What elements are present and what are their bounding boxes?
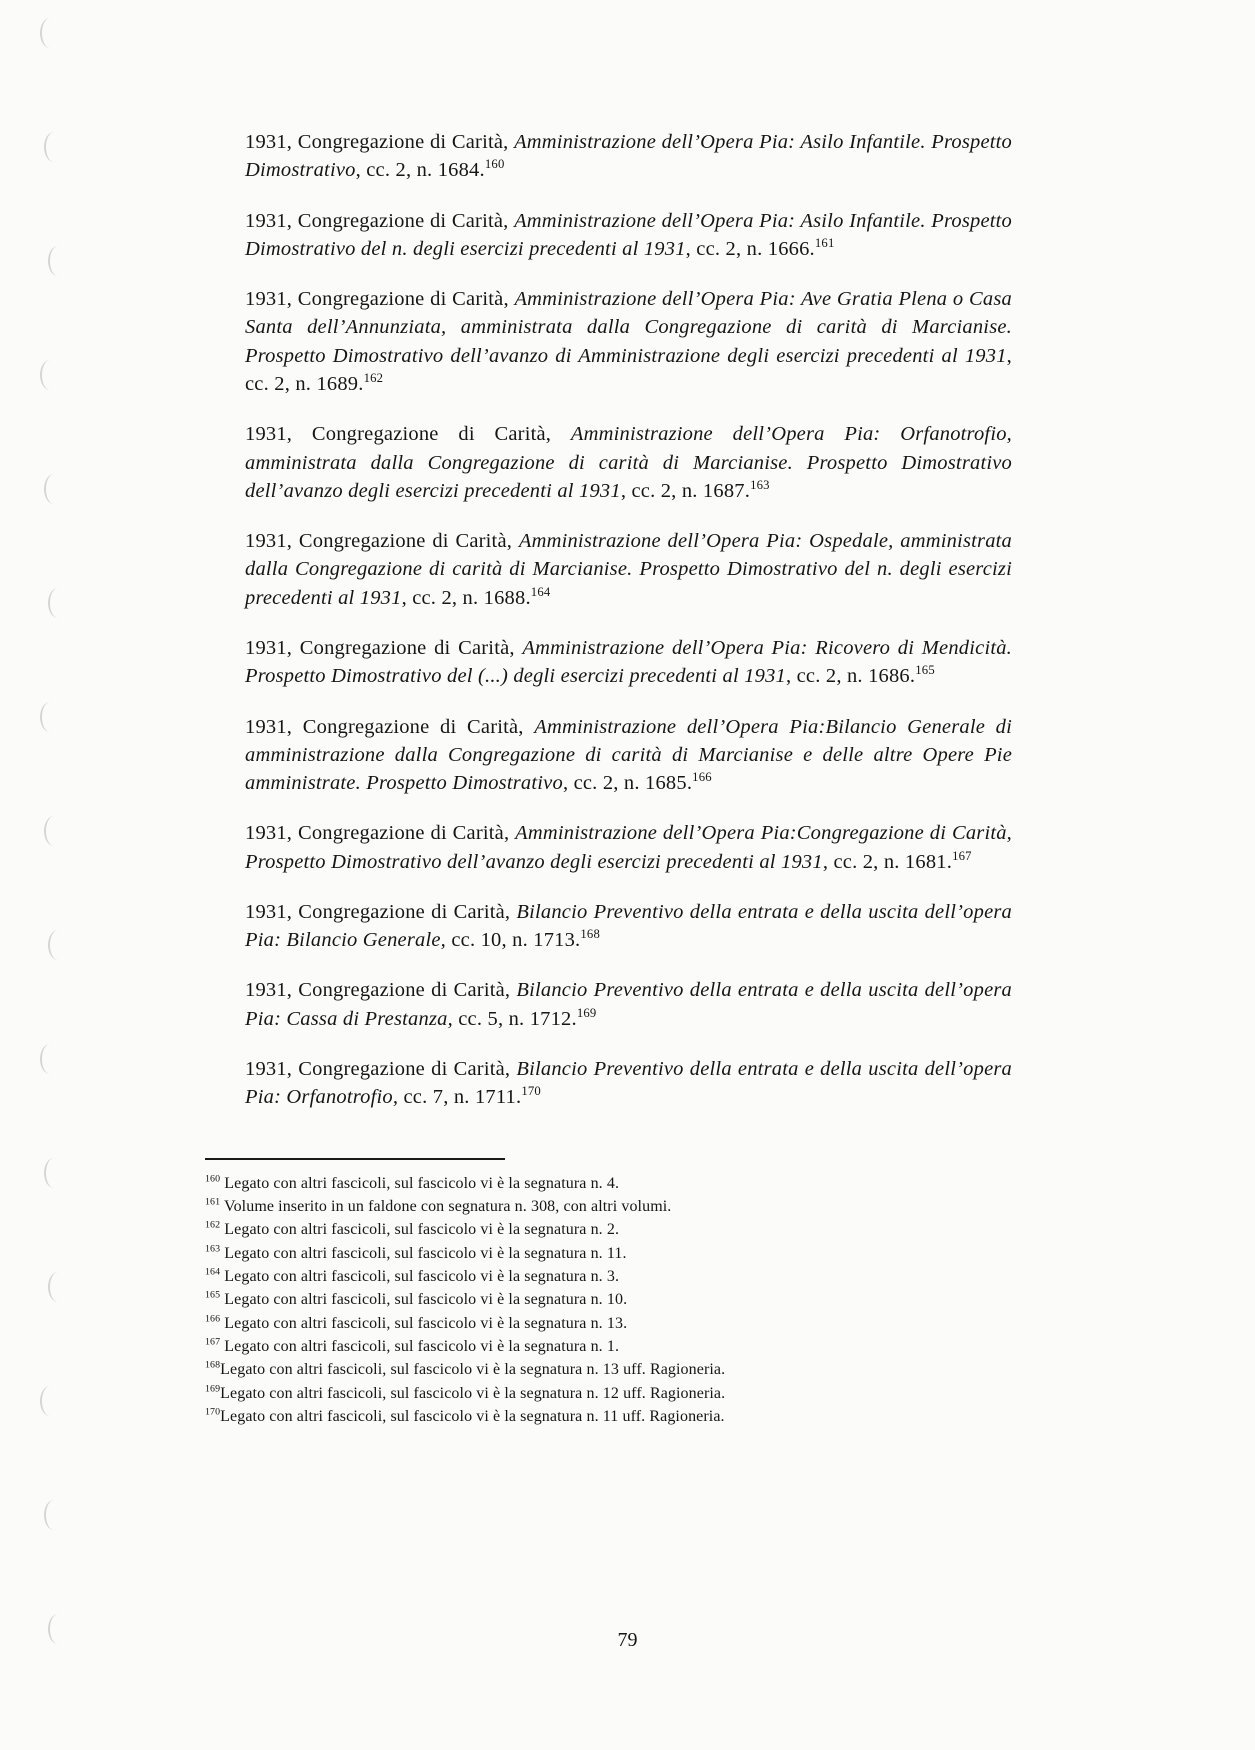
footnote-text: Legato con altri fascicoli, sul fascicolo vi è la segnatura n. 11 uff. Ragioneria.	[220, 1408, 725, 1426]
entry-title: Amministrazione dell’Opera Pia: Ricovero di Mendicità. Prospetto Dimostrativo del (...) degli esercizi precedenti al 1931	[245, 636, 1013, 688]
footnote-reference: 169	[576, 1005, 597, 1020]
entries	[245, 128, 1012, 1112]
footnote	[205, 1195, 1012, 1218]
entry-title: Amministrazione dell’Opera Pia: Asilo Infantile. Prospetto Dimostrativo	[245, 131, 1013, 182]
entry-title: Amministrazione dell’Opera Pia:Bilancio Generale di amministrazione dalla Congregazione di carità di Marcianise e delle altre Opere Pie amministrate. Prospetto Dimostrativo	[245, 715, 1012, 795]
footnote-reference: 161	[814, 236, 835, 251]
entry-suffix: cc. 5, n. 1712.	[452, 1007, 577, 1030]
footnote-number: 161	[205, 1196, 221, 1208]
footnote-number: 166	[205, 1313, 221, 1325]
entry-suffix: , cc. 2, n. 1685.	[562, 772, 693, 795]
footnote-number: 160	[205, 1173, 221, 1185]
footnote-divider	[205, 1158, 505, 1160]
footnote-reference: 163	[750, 477, 770, 492]
footnote	[205, 1335, 1012, 1358]
entry-title: Amministrazione dell’Opera Pia: Orfanotrofio, amministrata dalla Congregazione di carità di Marcianise. Prospetto Dimostrativo dell’avanzo degli esercizi precedenti al 1931	[245, 423, 1012, 502]
catalogue-entry	[245, 285, 1012, 398]
catalogue-entry	[245, 420, 1012, 505]
entry-suffix: , cc. 2, n. 1681.	[822, 850, 953, 873]
entry-suffix: cc. 10, n. 1713.	[446, 929, 581, 952]
entry-suffix: , cc. 2, n. 1686.	[785, 665, 916, 688]
catalogue-entry	[245, 713, 1012, 798]
footnote-text: Legato con altri fascicoli, sul fascicolo vi è la segnatura n. 13.	[220, 1314, 628, 1332]
footnote	[205, 1312, 1012, 1335]
entry-suffix: , cc. 2, n. 1689.	[245, 344, 1012, 395]
entry-prefix: 1931, Congregazione di Carità,	[245, 822, 516, 845]
entry-suffix: , cc. 2, n. 1687.	[620, 479, 751, 502]
catalogue-entry	[245, 128, 1012, 185]
catalogue-entry	[245, 976, 1012, 1033]
footnote-reference: 166	[692, 770, 712, 785]
footnote	[205, 1242, 1012, 1265]
footnote	[205, 1218, 1012, 1241]
catalogue-entry	[245, 819, 1012, 876]
footnote-reference: 160	[484, 157, 505, 172]
catalogue-entry	[245, 898, 1012, 955]
footnote-number: 170	[205, 1406, 221, 1418]
footnotes-section	[205, 1158, 1012, 1429]
footnote-text: Legato con altri fascicoli, sul fascicolo vi è la segnatura n. 11.	[220, 1244, 627, 1262]
footnote-text: Volume inserito in un faldone con segnatura n. 308, con altri volumi.	[220, 1197, 672, 1215]
entry-prefix: 1931, Congregazione di Carità,	[245, 636, 523, 659]
footnote-text: Legato con altri fascicoli, sul fascicolo vi è la segnatura n. 1.	[220, 1338, 620, 1356]
footnote-number: 163	[205, 1243, 221, 1255]
footnote-text: Legato con altri fascicoli, sul fascicolo vi è la segnatura n. 4.	[220, 1174, 620, 1192]
footnote	[205, 1265, 1012, 1288]
footnote	[205, 1172, 1012, 1195]
entry-prefix: 1931, Congregazione di Carità,	[245, 131, 515, 153]
catalogue-entry	[245, 527, 1012, 612]
entry-title: Bilancio Preventivo della entrata e della uscita dell’opera Pia: Bilancio Generale,	[245, 900, 1012, 952]
entry-prefix: 1931, Congregazione di Carità,	[245, 1058, 517, 1081]
footnote	[205, 1358, 1012, 1381]
footnote-list	[205, 1172, 1012, 1429]
entry-suffix: cc. 7, n. 1711.	[398, 1086, 522, 1109]
entry-title: Amministrazione dell’Opera Pia: Ave Gratia Plena o Casa Santa dell’Annunziata, amministrata dalla Congregazione di carità di Marcianise. Prospetto Dimostrativo dell’avanzo di Amministrazione degli esercizi precedenti al 1931	[245, 288, 1012, 367]
entry-prefix: 1931, Congregazione di Carità,	[245, 979, 517, 1002]
catalogue-entry	[245, 634, 1012, 691]
entry-prefix: 1931, Congregazione di Carità,	[245, 288, 515, 311]
footnote-number: 165	[205, 1290, 221, 1302]
footnote	[205, 1288, 1012, 1311]
footnote-number: 164	[205, 1266, 221, 1278]
footnote-reference: 162	[363, 371, 384, 386]
footnote-text: Legato con altri fascicoli, sul fascicolo vi è la segnatura n. 3.	[220, 1268, 620, 1286]
entry-prefix: 1931, Congregazione di Carità,	[245, 715, 535, 738]
footnote-reference: 167	[952, 848, 972, 863]
entry-prefix: 1931, Congregazione di Carità,	[245, 423, 571, 446]
footnote-text: Legato con altri fascicoli, sul fascicolo vi è la segnatura n. 2.	[220, 1221, 620, 1239]
entry-title: Bilancio Preventivo della entrata e della uscita dell’opera Pia: Orfanotrofio,	[245, 1058, 1012, 1109]
footnote-text: Legato con altri fascicoli, sul fascicolo vi è la segnatura n. 13 uff. Ragioneria.	[220, 1361, 726, 1379]
entry-suffix: , cc. 2, n. 1666.	[685, 237, 815, 260]
catalogue-entry	[245, 1055, 1012, 1112]
entry-title: Amministrazione dell’Opera Pia: Ospedale, amministrata dalla Congregazione di carità di Marcianise. Prospetto Dimostrativo del n. degli esercizi precedenti al 1931	[245, 530, 1012, 609]
entry-prefix: 1931, Congregazione di Carità,	[245, 209, 515, 232]
entry-title: Bilancio Preventivo della entrata e della uscita dell’opera Pia: Cassa di Prestanza,	[245, 979, 1012, 1030]
entry-title: Amministrazione dell’Opera Pia:Congregazione di Carità, Prospetto Dimostrativo dell’avanzo degli esercizi precedenti al 1931	[245, 822, 1013, 873]
entry-prefix: 1931, Congregazione di Carità,	[245, 530, 519, 553]
footnote-reference: 170	[521, 1084, 541, 1099]
entry-suffix: , cc. 2, n. 1688.	[401, 586, 531, 609]
catalogue-entry	[245, 207, 1012, 264]
footnote-number: 169	[205, 1383, 221, 1395]
footnote	[205, 1405, 1012, 1428]
entry-title: Amministrazione dell’Opera Pia: Asilo Infantile. Prospetto Dimostrativo del n. degli esercizi precedenti al 1931	[245, 209, 1013, 260]
footnote-reference: 164	[530, 584, 551, 599]
footnote-number: 162	[205, 1219, 221, 1231]
footnote	[205, 1382, 1012, 1405]
page-number: 79	[617, 1629, 638, 1651]
footnote-text: Legato con altri fascicoli, sul fascicolo vi è la segnatura n. 12 uff. Ragioneria.	[220, 1384, 726, 1402]
footnote-reference: 168	[580, 927, 601, 942]
footnote-number: 168	[205, 1360, 221, 1372]
entry-prefix: 1931, Congregazione di Carità,	[245, 900, 517, 923]
footnote-number: 167	[205, 1336, 221, 1348]
entry-suffix: , cc. 2, n. 1684.	[355, 159, 485, 182]
footnote-reference: 165	[915, 663, 935, 678]
scan-artifact-icon	[44, 1500, 58, 1530]
footnote-text: Legato con altri fascicoli, sul fascicolo vi è la segnatura n. 10.	[220, 1291, 628, 1309]
